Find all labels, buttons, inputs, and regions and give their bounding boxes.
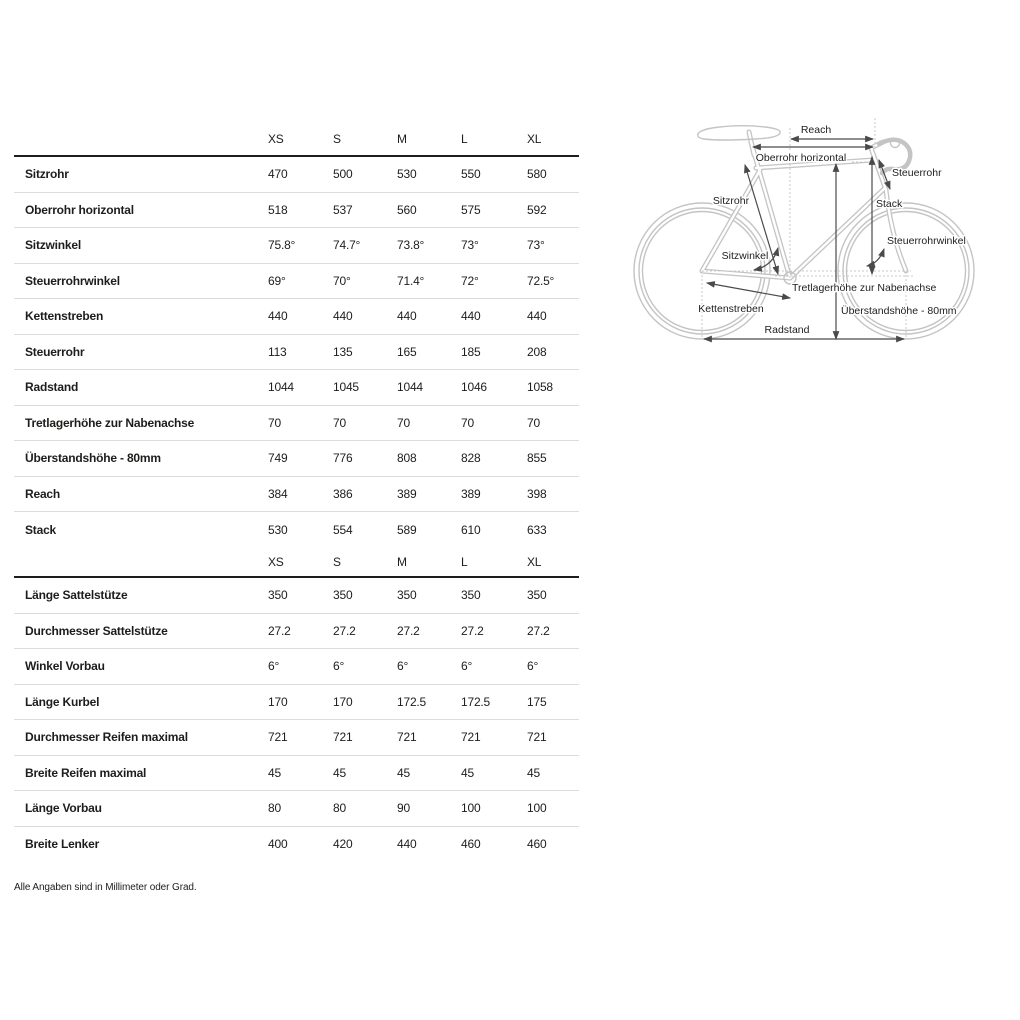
row-label: Oberrohr horizontal xyxy=(25,202,134,217)
cell-value: 440 xyxy=(333,309,353,324)
table-row xyxy=(14,649,579,685)
cell-value: 69° xyxy=(268,273,286,288)
size-header: L xyxy=(461,131,468,146)
cell-value: 440 xyxy=(268,309,288,324)
cell-value: 420 xyxy=(333,837,353,852)
cell-value: 6° xyxy=(527,659,539,674)
cell-value: 80 xyxy=(333,801,346,816)
table-section-components xyxy=(14,578,579,862)
saddle-icon xyxy=(698,126,780,140)
cell-value: 170 xyxy=(333,694,353,709)
row-label: Stack xyxy=(25,522,57,537)
cell-value: 350 xyxy=(397,588,417,603)
cell-value: 175 xyxy=(527,694,547,709)
cell-value: 592 xyxy=(527,202,547,217)
table-row xyxy=(14,578,579,614)
row-label: Länge Kurbel xyxy=(25,694,100,709)
row-label: Tretlagerhöhe zur Nabenachse xyxy=(25,415,195,430)
cell-value: 350 xyxy=(333,588,353,603)
table-row xyxy=(14,720,579,756)
label-sitzrohr: Sitzrohr xyxy=(712,195,750,207)
cell-value: 721 xyxy=(333,730,353,745)
cell-value: 90 xyxy=(397,801,410,816)
label-reach: Reach xyxy=(800,124,832,136)
label-tretlagerhoehe: Tretlagerhöhe zur Nabenachse xyxy=(792,282,937,294)
size-header: M xyxy=(397,554,407,569)
table-row xyxy=(14,370,579,406)
table-row xyxy=(14,441,579,477)
cell-value: 45 xyxy=(527,765,540,780)
cell-value: 73.8° xyxy=(397,238,425,253)
cell-value: 6° xyxy=(333,659,345,674)
cell-value: 27.2 xyxy=(268,623,291,638)
table-row xyxy=(14,791,579,827)
chainstay-arrow xyxy=(707,283,790,298)
table-row xyxy=(14,827,579,863)
cell-value: 575 xyxy=(461,202,481,217)
cell-value: 470 xyxy=(268,167,288,182)
label-oberrohr: Oberrohr horizontal xyxy=(755,152,847,164)
cell-value: 386 xyxy=(333,486,353,501)
table-row xyxy=(14,264,579,300)
cell-value: 208 xyxy=(527,344,547,359)
cell-value: 537 xyxy=(333,202,353,217)
cell-value: 460 xyxy=(461,837,481,852)
bike-geometry-diagram xyxy=(620,100,1020,370)
cell-value: 74.7° xyxy=(333,238,361,253)
row-label: Radstand xyxy=(25,380,79,395)
cell-value: 560 xyxy=(397,202,417,217)
cell-value: 440 xyxy=(397,309,417,324)
row-label: Steuerrohr xyxy=(25,344,85,359)
table-row xyxy=(14,614,579,650)
table-row xyxy=(14,756,579,792)
cell-value: 1044 xyxy=(397,380,423,395)
size-header: XS xyxy=(268,554,284,569)
row-label: Durchmesser Reifen maximal xyxy=(25,730,188,745)
cell-value: 70 xyxy=(397,415,410,430)
label-sitzwinkel: Sitzwinkel xyxy=(721,250,769,262)
cell-value: 45 xyxy=(461,765,474,780)
cell-value: 721 xyxy=(461,730,481,745)
cell-value: 135 xyxy=(333,344,353,359)
cell-value: 70 xyxy=(268,415,281,430)
cell-value: 45 xyxy=(333,765,346,780)
cell-value: 530 xyxy=(268,522,288,537)
cell-value: 1045 xyxy=(333,380,359,395)
cell-value: 721 xyxy=(527,730,547,745)
cell-value: 633 xyxy=(527,522,547,537)
cell-value: 70° xyxy=(333,273,351,288)
cell-value: 350 xyxy=(527,588,547,603)
table-row xyxy=(14,335,579,371)
row-label: Länge Vorbau xyxy=(25,801,102,816)
label-radstand: Radstand xyxy=(764,324,810,336)
row-label: Steuerrohrwinkel xyxy=(25,273,120,288)
cell-value: 113 xyxy=(268,344,287,359)
table-row xyxy=(14,685,579,721)
cell-value: 808 xyxy=(397,451,417,466)
cell-value: 440 xyxy=(527,309,547,324)
cell-value: 172.5 xyxy=(461,694,491,709)
cell-value: 27.2 xyxy=(333,623,356,638)
label-steuerrohrwinkel: Steuerrohrwinkel xyxy=(887,235,966,247)
label-ueberstandshoehe: Überstandshöhe - 80mm xyxy=(841,305,957,317)
cell-value: 440 xyxy=(461,309,481,324)
cell-value: 589 xyxy=(397,522,417,537)
cell-value: 70 xyxy=(461,415,474,430)
cell-value: 460 xyxy=(527,837,547,852)
cell-value: 384 xyxy=(268,486,288,501)
row-label: Reach xyxy=(25,486,61,501)
cell-value: 27.2 xyxy=(461,623,484,638)
cell-value: 389 xyxy=(461,486,481,501)
cell-value: 70 xyxy=(527,415,540,430)
cell-value: 100 xyxy=(527,801,547,816)
row-label: Breite Reifen maximal xyxy=(25,765,147,780)
size-header: S xyxy=(333,131,341,146)
row-label: Sitzrohr xyxy=(25,167,69,182)
cell-value: 1058 xyxy=(527,380,553,395)
table-row xyxy=(14,157,579,193)
table-row xyxy=(14,406,579,442)
row-label: Winkel Vorbau xyxy=(25,659,105,674)
cell-value: 554 xyxy=(333,522,353,537)
cell-value: 27.2 xyxy=(397,623,420,638)
size-header: S xyxy=(333,554,341,569)
cell-value: 6° xyxy=(397,659,409,674)
size-header-row xyxy=(14,122,579,157)
cell-value: 776 xyxy=(333,451,353,466)
cell-value: 72° xyxy=(461,273,479,288)
table-row xyxy=(14,512,579,548)
row-label: Länge Sattelstütze xyxy=(25,588,128,603)
label-kettenstreben: Kettenstreben xyxy=(698,303,764,315)
cell-value: 1044 xyxy=(268,380,294,395)
cell-value: 27.2 xyxy=(527,623,550,638)
size-header: XS xyxy=(268,131,284,146)
size-header: XL xyxy=(527,131,542,146)
cell-value: 350 xyxy=(268,588,288,603)
cell-value: 500 xyxy=(333,167,353,182)
table-row xyxy=(14,299,579,335)
geometry-table xyxy=(14,122,579,893)
label-stack: Stack xyxy=(876,198,903,210)
cell-value: 45 xyxy=(397,765,410,780)
cell-value: 580 xyxy=(527,167,547,182)
table-row xyxy=(14,477,579,513)
cell-value: 73° xyxy=(527,238,545,253)
cell-value: 440 xyxy=(397,837,417,852)
cell-value: 100 xyxy=(461,801,481,816)
row-label: Breite Lenker xyxy=(25,837,100,852)
cell-value: 70 xyxy=(333,415,346,430)
size-header-row-2 xyxy=(14,548,579,579)
cell-value: 389 xyxy=(397,486,417,501)
cell-value: 80 xyxy=(268,801,281,816)
cell-value: 855 xyxy=(527,451,547,466)
cell-value: 75.8° xyxy=(268,238,296,253)
size-header: M xyxy=(397,131,407,146)
head-angle-arc xyxy=(867,249,884,266)
table-row xyxy=(14,228,579,264)
cell-value: 45 xyxy=(268,765,281,780)
cell-value: 550 xyxy=(461,167,481,182)
cell-value: 398 xyxy=(527,486,547,501)
cell-value: 749 xyxy=(268,451,288,466)
label-steuerrohr: Steuerrohr xyxy=(892,167,942,179)
size-header: L xyxy=(461,554,468,569)
cell-value: 1046 xyxy=(461,380,487,395)
cell-value: 185 xyxy=(461,344,481,359)
cell-value: 172.5 xyxy=(397,694,427,709)
table-row xyxy=(14,193,579,229)
row-label: Kettenstreben xyxy=(25,309,104,324)
cell-value: 6° xyxy=(461,659,473,674)
cell-value: 71.4° xyxy=(397,273,425,288)
cell-value: 6° xyxy=(268,659,280,674)
cell-value: 828 xyxy=(461,451,481,466)
footnote: Alle Angaben sind in Millimeter oder Grad. xyxy=(14,882,197,893)
cell-value: 350 xyxy=(461,588,481,603)
cell-value: 530 xyxy=(397,167,417,182)
cell-value: 721 xyxy=(268,730,288,745)
cell-value: 518 xyxy=(268,202,288,217)
cell-value: 400 xyxy=(268,837,288,852)
cell-value: 72.5° xyxy=(527,273,555,288)
cell-value: 73° xyxy=(461,238,479,253)
row-label: Sitzwinkel xyxy=(25,238,82,253)
cell-value: 610 xyxy=(461,522,481,537)
cell-value: 721 xyxy=(397,730,417,745)
size-header: XL xyxy=(527,554,542,569)
table-section-frame xyxy=(14,157,579,548)
cell-value: 170 xyxy=(268,694,288,709)
row-label: Überstandshöhe - 80mm xyxy=(25,451,161,466)
cell-value: 165 xyxy=(397,344,417,359)
row-label: Durchmesser Sattelstütze xyxy=(25,623,168,638)
